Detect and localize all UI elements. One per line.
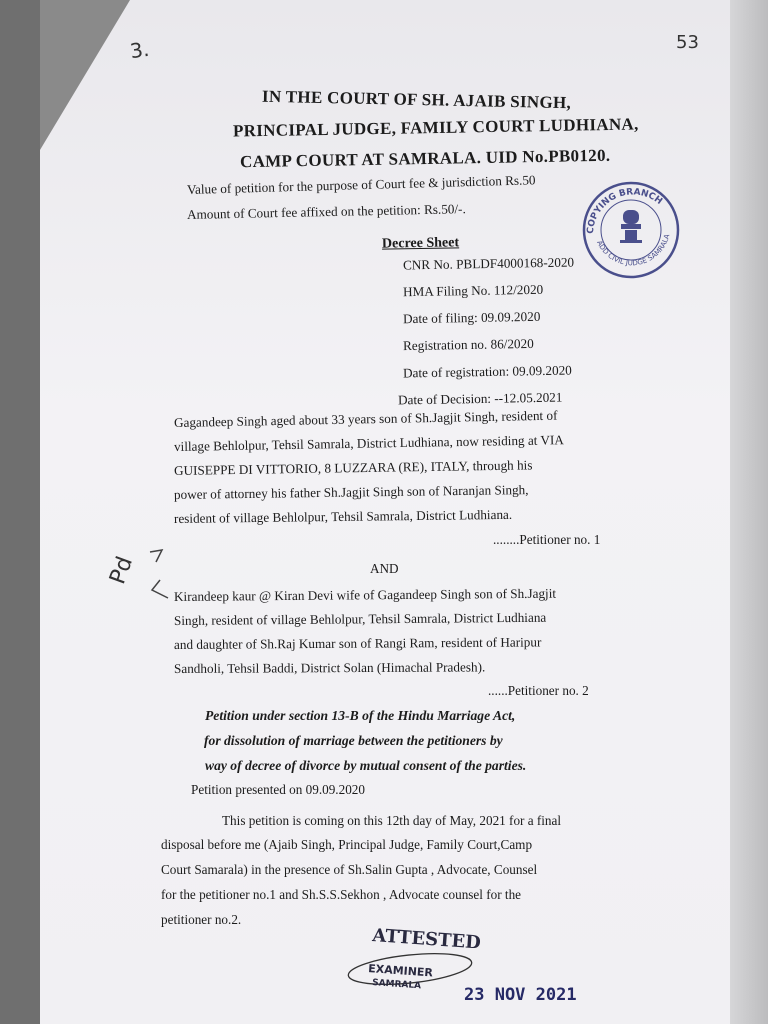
petition-line2: for dissolution of marriage between the petitioners by <box>204 733 503 748</box>
seal-top-text: COPYING BRANCH <box>585 187 664 235</box>
body-line2: disposal before me (Ajaib Singh, Principal Judge, Family Court,Camp <box>161 837 533 852</box>
attestation-stamp <box>330 915 590 1005</box>
seal-bottom-text: ADD CIVIL JUDGE SAMRALA <box>595 233 672 268</box>
petitioner1-line3: GUISEPPE DI VITTORIO, 8 LUZZARA (RE), ITALY, through his <box>173 457 533 478</box>
decision-date: Date of Decision: --12.05.2021 <box>397 389 563 408</box>
court-heading-line2: PRINCIPAL JUDGE, FAMILY COURT LUDHIANA, <box>232 114 639 141</box>
body-line1: This petition is coming on this 12th day of May, 2021 for a final <box>222 813 562 828</box>
petitioner1-line2: village Behlolpur, Tehsil Samrala, District Ludhiana, now residing at VIA <box>173 432 565 454</box>
petitioner2-line3: and daughter of Sh.Raj Kumar son of Rangi Ram, resident of Haripur <box>173 634 542 652</box>
page-mark-right: 53 <box>676 32 699 53</box>
page-mark-left: 3. <box>128 36 151 64</box>
petitioner1-line4: power of attorney his father Sh.Jagjit Singh son of Naranjan Singh, <box>173 482 529 502</box>
attestation-date: 23 NOV 2021 <box>464 985 577 1005</box>
petition-line1: Petition under section 13-B of the Hindu Marriage Act, <box>205 708 516 723</box>
examiner-place: SAMRALA <box>371 978 422 992</box>
emblem-icon <box>620 210 642 243</box>
copying-branch-seal <box>575 172 685 282</box>
petitioner2-label: ......Petitioner no. 2 <box>488 683 589 698</box>
petitioner2-line2: Singh, resident of village Behlolpur, Tehsil Samrala, District Ludhiana <box>173 609 547 628</box>
decree-sheet-title: Decree Sheet <box>381 235 460 252</box>
petitioner1-line1: Gagandeep Singh aged about 33 years son of Sh.Jagjit Singh, resident of <box>173 407 558 430</box>
body-line5: petitioner no.2. <box>161 912 242 927</box>
filing-date: Date of filing: 09.09.2020 <box>402 308 541 327</box>
hma-filing-number: HMA Filing No. 112/2020 <box>402 281 544 300</box>
attested-text: ATTESTED <box>371 925 482 954</box>
registration-number: Registration no. 86/2020 <box>402 335 534 354</box>
fee-value-line: Value of petition for the purpose of Court fee & jurisdiction Rs.50 <box>186 172 536 197</box>
cnr-number: CNR No. PBLDF4000168-2020 <box>402 254 575 273</box>
examiner-text: EXAMINER <box>367 962 434 980</box>
fee-amount-line: Amount of Court fee affixed on the petition: Rs.50/-. <box>186 201 466 222</box>
court-heading-line1: IN THE COURT OF SH. AJAIB SINGH, <box>261 86 572 113</box>
petitioner1-line5: resident of village Behlolpur, Tehsil Samrala, District Ludhiana. <box>173 506 513 526</box>
petition-line3: way of decree of divorce by mutual consent of the parties. <box>205 758 527 773</box>
and-separator: AND <box>370 561 399 576</box>
page-edge <box>730 0 768 1024</box>
registration-date: Date of registration: 09.09.2020 <box>402 362 572 381</box>
petitioner2-line1: Kirandeep kaur @ Kiran Devi wife of Gagandeep Singh son of Sh.Jagjit <box>173 585 557 604</box>
petitioner2-line4: Sandholi, Tehsil Baddi, District Solan (Himachal Pradesh). <box>173 659 486 676</box>
petitioner1-label: ........Petitioner no. 1 <box>493 532 601 547</box>
body-line4: for the petitioner no.1 and Sh.S.S.Sekhon , Advocate counsel for the <box>161 887 522 902</box>
court-heading-line3: CAMP COURT AT SAMRALA. UID No.PB0120. <box>239 145 611 172</box>
page-fold-corner <box>40 0 130 150</box>
body-line3: Court Samarala) in the presence of Sh.Salin Gupta , Advocate, Counsel <box>161 862 538 877</box>
margin-note: Pd <box>105 553 139 588</box>
petition-presented-date: Petition presented on 09.09.2020 <box>191 782 365 797</box>
